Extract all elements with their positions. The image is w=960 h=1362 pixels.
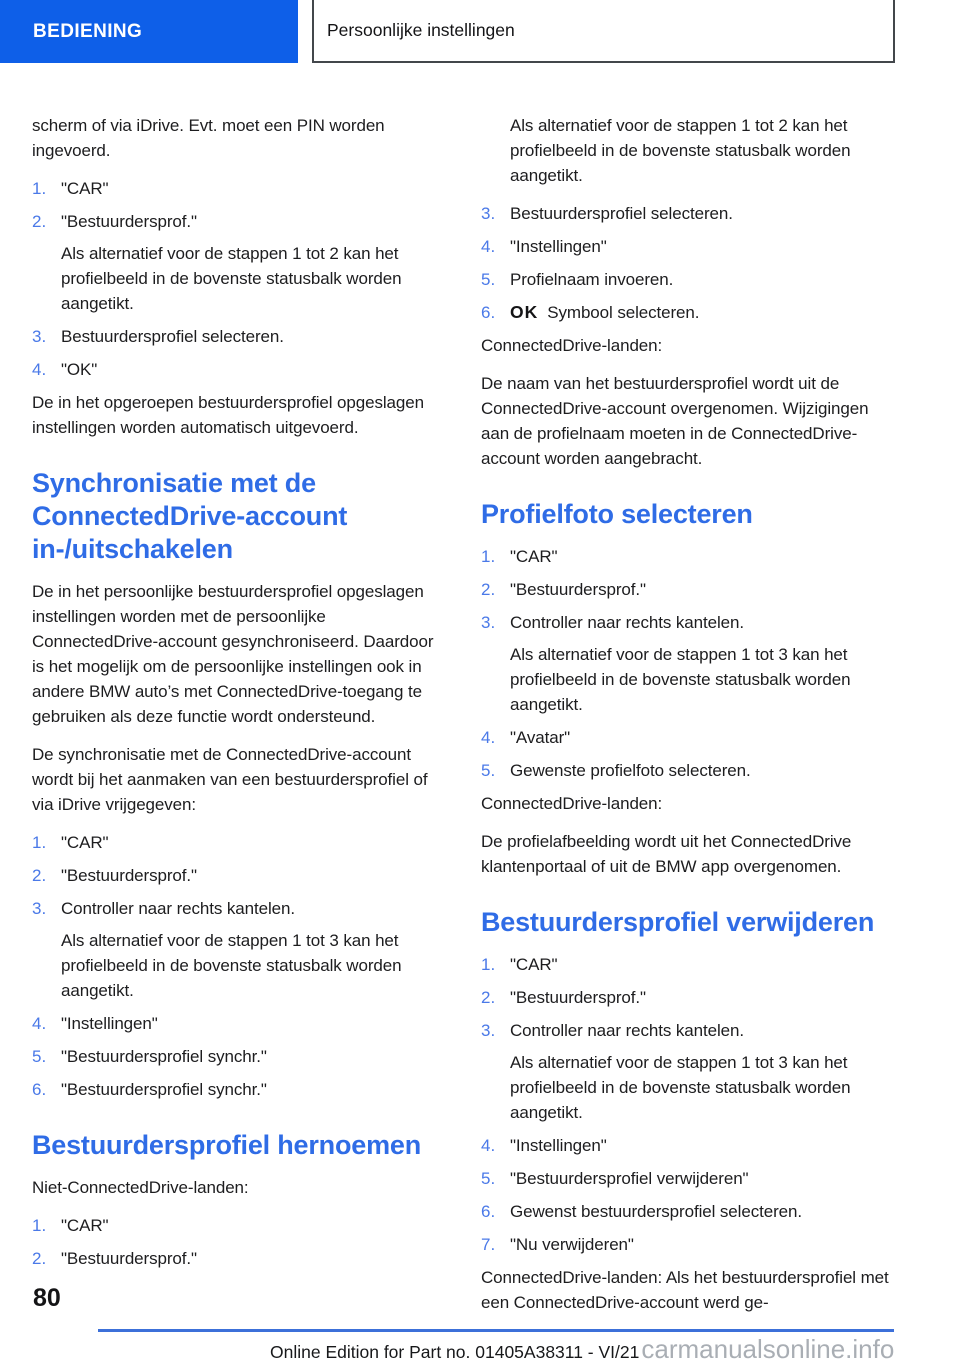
paragraph: De naam van het bestuurdersprofiel wordt uit de ConnectedDrive-account overgenomen. Wijzigingen aan de profielnaam moeten in de ConnectedDrive-account worden aangebracht. (481, 374, 869, 468)
step-body (61, 324, 448, 349)
step-item (32, 176, 448, 201)
step-item (32, 1246, 448, 1271)
step-label: "Instellingen" (61, 1014, 158, 1033)
step-number: 4. (481, 237, 496, 256)
ok-symbol-icon: OK (510, 302, 539, 322)
step-label: Symbool selecteren. (547, 303, 700, 322)
step-label: "Bestuurdersprofiel synchr." (61, 1047, 267, 1066)
step-number: 1. (32, 833, 47, 852)
step-label: "CAR" (510, 955, 558, 974)
step-label: "Instellingen" (510, 237, 607, 256)
step-item (481, 1166, 896, 1191)
paragraph: scherm of via iDrive. Evt. moet een PIN worden ingevoerd. (32, 116, 385, 160)
chapter-title: Persoonlijke instellingen (327, 20, 515, 40)
step-number: 4. (481, 728, 496, 747)
step-number: 6. (481, 1202, 496, 1221)
step-label-line (61, 324, 448, 349)
page-number: 80 (33, 1284, 61, 1312)
step-label-line (61, 1077, 448, 1102)
step-body (61, 830, 448, 855)
step-label-line (61, 830, 448, 855)
step-number: 4. (481, 1136, 496, 1155)
step-body (61, 1077, 448, 1102)
step-number: 2. (481, 580, 496, 599)
step-label: "Bestuurdersprofiel verwijderen" (510, 1169, 749, 1188)
step-number: 4. (32, 360, 47, 379)
step-label-line (510, 544, 896, 569)
step-body (510, 610, 896, 717)
step-body (510, 758, 896, 783)
step-label: Gewenste profielfoto selecteren. (510, 761, 751, 780)
step-label: "Instellingen" (510, 1136, 607, 1155)
step-label: "Avatar" (510, 728, 571, 747)
edition-note: Online Edition for Part no. 01405A38311 - VI/21 (270, 1342, 640, 1362)
step-label: Controller naar rechts kantelen. (510, 1021, 744, 1040)
step-number: 1. (481, 547, 496, 566)
step-body (510, 1166, 896, 1191)
step-item (32, 209, 448, 316)
step-item (481, 1232, 896, 1257)
step-label-line (510, 577, 896, 602)
step-body (61, 1044, 448, 1069)
step-label: "Bestuurdersprofiel synchr." (61, 1080, 267, 1099)
step-item (32, 324, 448, 349)
paragraph: De in het opgeroepen bestuurdersprofiel opgeslagen instellingen worden automatisch uitgevoerd. (32, 393, 424, 437)
step-item (32, 830, 448, 855)
step-body (510, 952, 896, 977)
step-label-line (510, 1133, 896, 1158)
steps-list (32, 830, 448, 1102)
paragraph: ConnectedDrive-landen: (481, 336, 663, 355)
step-item (32, 896, 448, 1003)
footer-meta (270, 1336, 894, 1362)
step-body (61, 863, 448, 888)
step-body (510, 1232, 896, 1257)
step-label: Bestuurdersprofiel selecteren. (61, 327, 284, 346)
step-item (481, 267, 896, 292)
step-number: 1. (481, 955, 496, 974)
step-body (61, 209, 448, 316)
step-label: Profielnaam invoeren. (510, 270, 674, 289)
step-item (481, 577, 896, 602)
step-number: 1. (32, 1216, 47, 1235)
step-body (61, 1011, 448, 1036)
paragraph: De in het persoonlijke bestuurdersprofiel opgeslagen instellingen worden met de persoonlijke ConnectedDrive-account gesynchroniseerd. Daardoor is het mogelijk om de persoonlijke instellingen ook in andere BMW auto’s met ConnectedDrive-toegang te gebruiken als deze functie wordt ondersteund. (32, 582, 434, 726)
step-label-line (510, 610, 896, 635)
step-number: 5. (481, 761, 496, 780)
step-number: 3. (32, 899, 47, 918)
step-label: "CAR" (510, 547, 558, 566)
step-item (481, 300, 896, 325)
step-number: 6. (481, 303, 496, 322)
step-item (481, 758, 896, 783)
step-number: 6. (32, 1080, 47, 1099)
step-number: 4. (32, 1014, 47, 1033)
step-number: 2. (32, 866, 47, 885)
step-label-line (61, 1246, 448, 1271)
step-label-line (61, 1011, 448, 1036)
step-label-line (510, 234, 896, 259)
section-heading: Bestuurdersprofiel verwijderen (481, 907, 875, 937)
paragraph: ConnectedDrive-landen: Als het bestuurdersprofiel met een ConnectedDrive-account werd ge- (481, 1268, 889, 1312)
step-item (481, 725, 896, 750)
step-body (510, 201, 896, 226)
step-label-line (510, 201, 896, 226)
step-item (32, 357, 448, 382)
step-number: 5. (481, 1169, 496, 1188)
step-item (481, 952, 896, 977)
step-item (481, 234, 896, 259)
step-label-line (510, 758, 896, 783)
step-label-line (61, 896, 448, 921)
section-heading: Profielfoto selecteren (481, 499, 753, 529)
steps-list (481, 544, 896, 783)
step-item (481, 544, 896, 569)
step-label: "Bestuurdersprof." (61, 212, 197, 231)
step-label-line (61, 176, 448, 201)
step-label: Gewenst bestuurdersprofiel selecteren. (510, 1202, 802, 1221)
step-item (481, 985, 896, 1010)
step-label: "Bestuurdersprof." (61, 1249, 197, 1268)
step-label: "Bestuurdersprof." (510, 580, 646, 599)
section-banner (0, 0, 298, 63)
watermark: carmanualsonline.info (641, 1334, 895, 1362)
step-label-line (510, 267, 896, 292)
step-item (32, 1011, 448, 1036)
step-body (510, 544, 896, 569)
step-number: 7. (481, 1235, 496, 1254)
right-column (481, 113, 896, 1328)
step-label-line (510, 1018, 896, 1043)
step-item (32, 1213, 448, 1238)
steps-list (481, 952, 896, 1257)
step-continuation: Als alternatief voor de stappen 1 tot 2 kan het profielbeeld in de bovenste statusbalk worden aangetikt. (510, 116, 851, 185)
paragraph: ConnectedDrive-landen: (481, 794, 663, 813)
step-body (510, 985, 896, 1010)
step-number: 3. (481, 1021, 496, 1040)
steps-list (32, 176, 448, 382)
step-label: "Bestuurdersprof." (61, 866, 197, 885)
step-note: Als alternatief voor de stappen 1 tot 3 kan het profielbeeld in de bovenste statusbalk worden aangetikt. (510, 1053, 851, 1122)
step-label-line (510, 725, 896, 750)
step-label: "CAR" (61, 833, 109, 852)
step-label-line (510, 1232, 896, 1257)
step-label: "OK" (61, 360, 98, 379)
step-item (32, 1077, 448, 1102)
step-item (481, 610, 896, 717)
step-label: "CAR" (61, 179, 109, 198)
step-label: Controller naar rechts kantelen. (61, 899, 295, 918)
step-body (61, 176, 448, 201)
step-item (32, 863, 448, 888)
paragraph: De profielafbeelding wordt uit het ConnectedDrive klantenportaal of uit de BMW app overgenomen. (481, 832, 852, 876)
step-label-line (61, 863, 448, 888)
step-note: Als alternatief voor de stappen 1 tot 2 kan het profielbeeld in de bovenste statusbalk worden aangetikt. (61, 244, 402, 313)
step-note: Als alternatief voor de stappen 1 tot 3 kan het profielbeeld in de bovenste statusbalk worden aangetikt. (510, 645, 851, 714)
step-label-line (61, 1044, 448, 1069)
step-note: Als alternatief voor de stappen 1 tot 3 kan het profielbeeld in de bovenste statusbalk worden aangetikt. (61, 931, 402, 1000)
left-column (32, 113, 448, 1279)
step-body (510, 1199, 896, 1224)
step-item (481, 1199, 896, 1224)
step-label-line (510, 952, 896, 977)
paragraph: Niet-ConnectedDrive-landen: (32, 1178, 249, 1197)
step-item (481, 1018, 896, 1125)
step-label-line (61, 1213, 448, 1238)
step-label-line (510, 1199, 896, 1224)
section-heading: Bestuurdersprofiel hernoemen (32, 1130, 421, 1160)
step-body (510, 1018, 896, 1125)
step-number: 3. (481, 204, 496, 223)
footer-rule (98, 1329, 894, 1332)
step-label: "Nu verwijderen" (510, 1235, 634, 1254)
step-body (510, 300, 896, 325)
step-number: 2. (32, 1249, 47, 1268)
step-body (510, 234, 896, 259)
step-body (61, 896, 448, 1003)
step-body (61, 1246, 448, 1271)
step-item (32, 1044, 448, 1069)
chapter-title-box (312, 0, 895, 63)
step-body (510, 577, 896, 602)
step-label-line (61, 209, 448, 234)
step-label: "CAR" (61, 1216, 109, 1235)
step-number: 2. (32, 212, 47, 231)
section-heading: Synchronisatie met de ConnectedDrive-account in-/uitschakelen (32, 468, 348, 564)
step-number: 3. (481, 613, 496, 632)
step-number: 2. (481, 988, 496, 1007)
steps-list (32, 1213, 448, 1271)
step-item (481, 1133, 896, 1158)
step-number: 3. (32, 327, 47, 346)
step-label: Bestuurdersprofiel selecteren. (510, 204, 733, 223)
step-label: "Bestuurdersprof." (510, 988, 646, 1007)
paragraph: De synchronisatie met de ConnectedDrive-account wordt bij het aanmaken van een bestuurdersprofiel of via iDrive vrijgegeven: (32, 745, 428, 814)
step-label: Controller naar rechts kantelen. (510, 613, 744, 632)
step-label-line (61, 357, 448, 382)
step-number: 1. (32, 179, 47, 198)
section-banner-label: BEDIENING (33, 20, 143, 42)
step-body (510, 1133, 896, 1158)
step-body (61, 357, 448, 382)
step-number: 5. (32, 1047, 47, 1066)
step-number: 5. (481, 270, 496, 289)
steps-list (481, 201, 896, 325)
step-body (61, 1213, 448, 1238)
step-item (481, 201, 896, 226)
step-label-line (510, 985, 896, 1010)
step-label-line (510, 300, 896, 325)
step-body (510, 725, 896, 750)
step-body (510, 267, 896, 292)
step-label-line (510, 1166, 896, 1191)
